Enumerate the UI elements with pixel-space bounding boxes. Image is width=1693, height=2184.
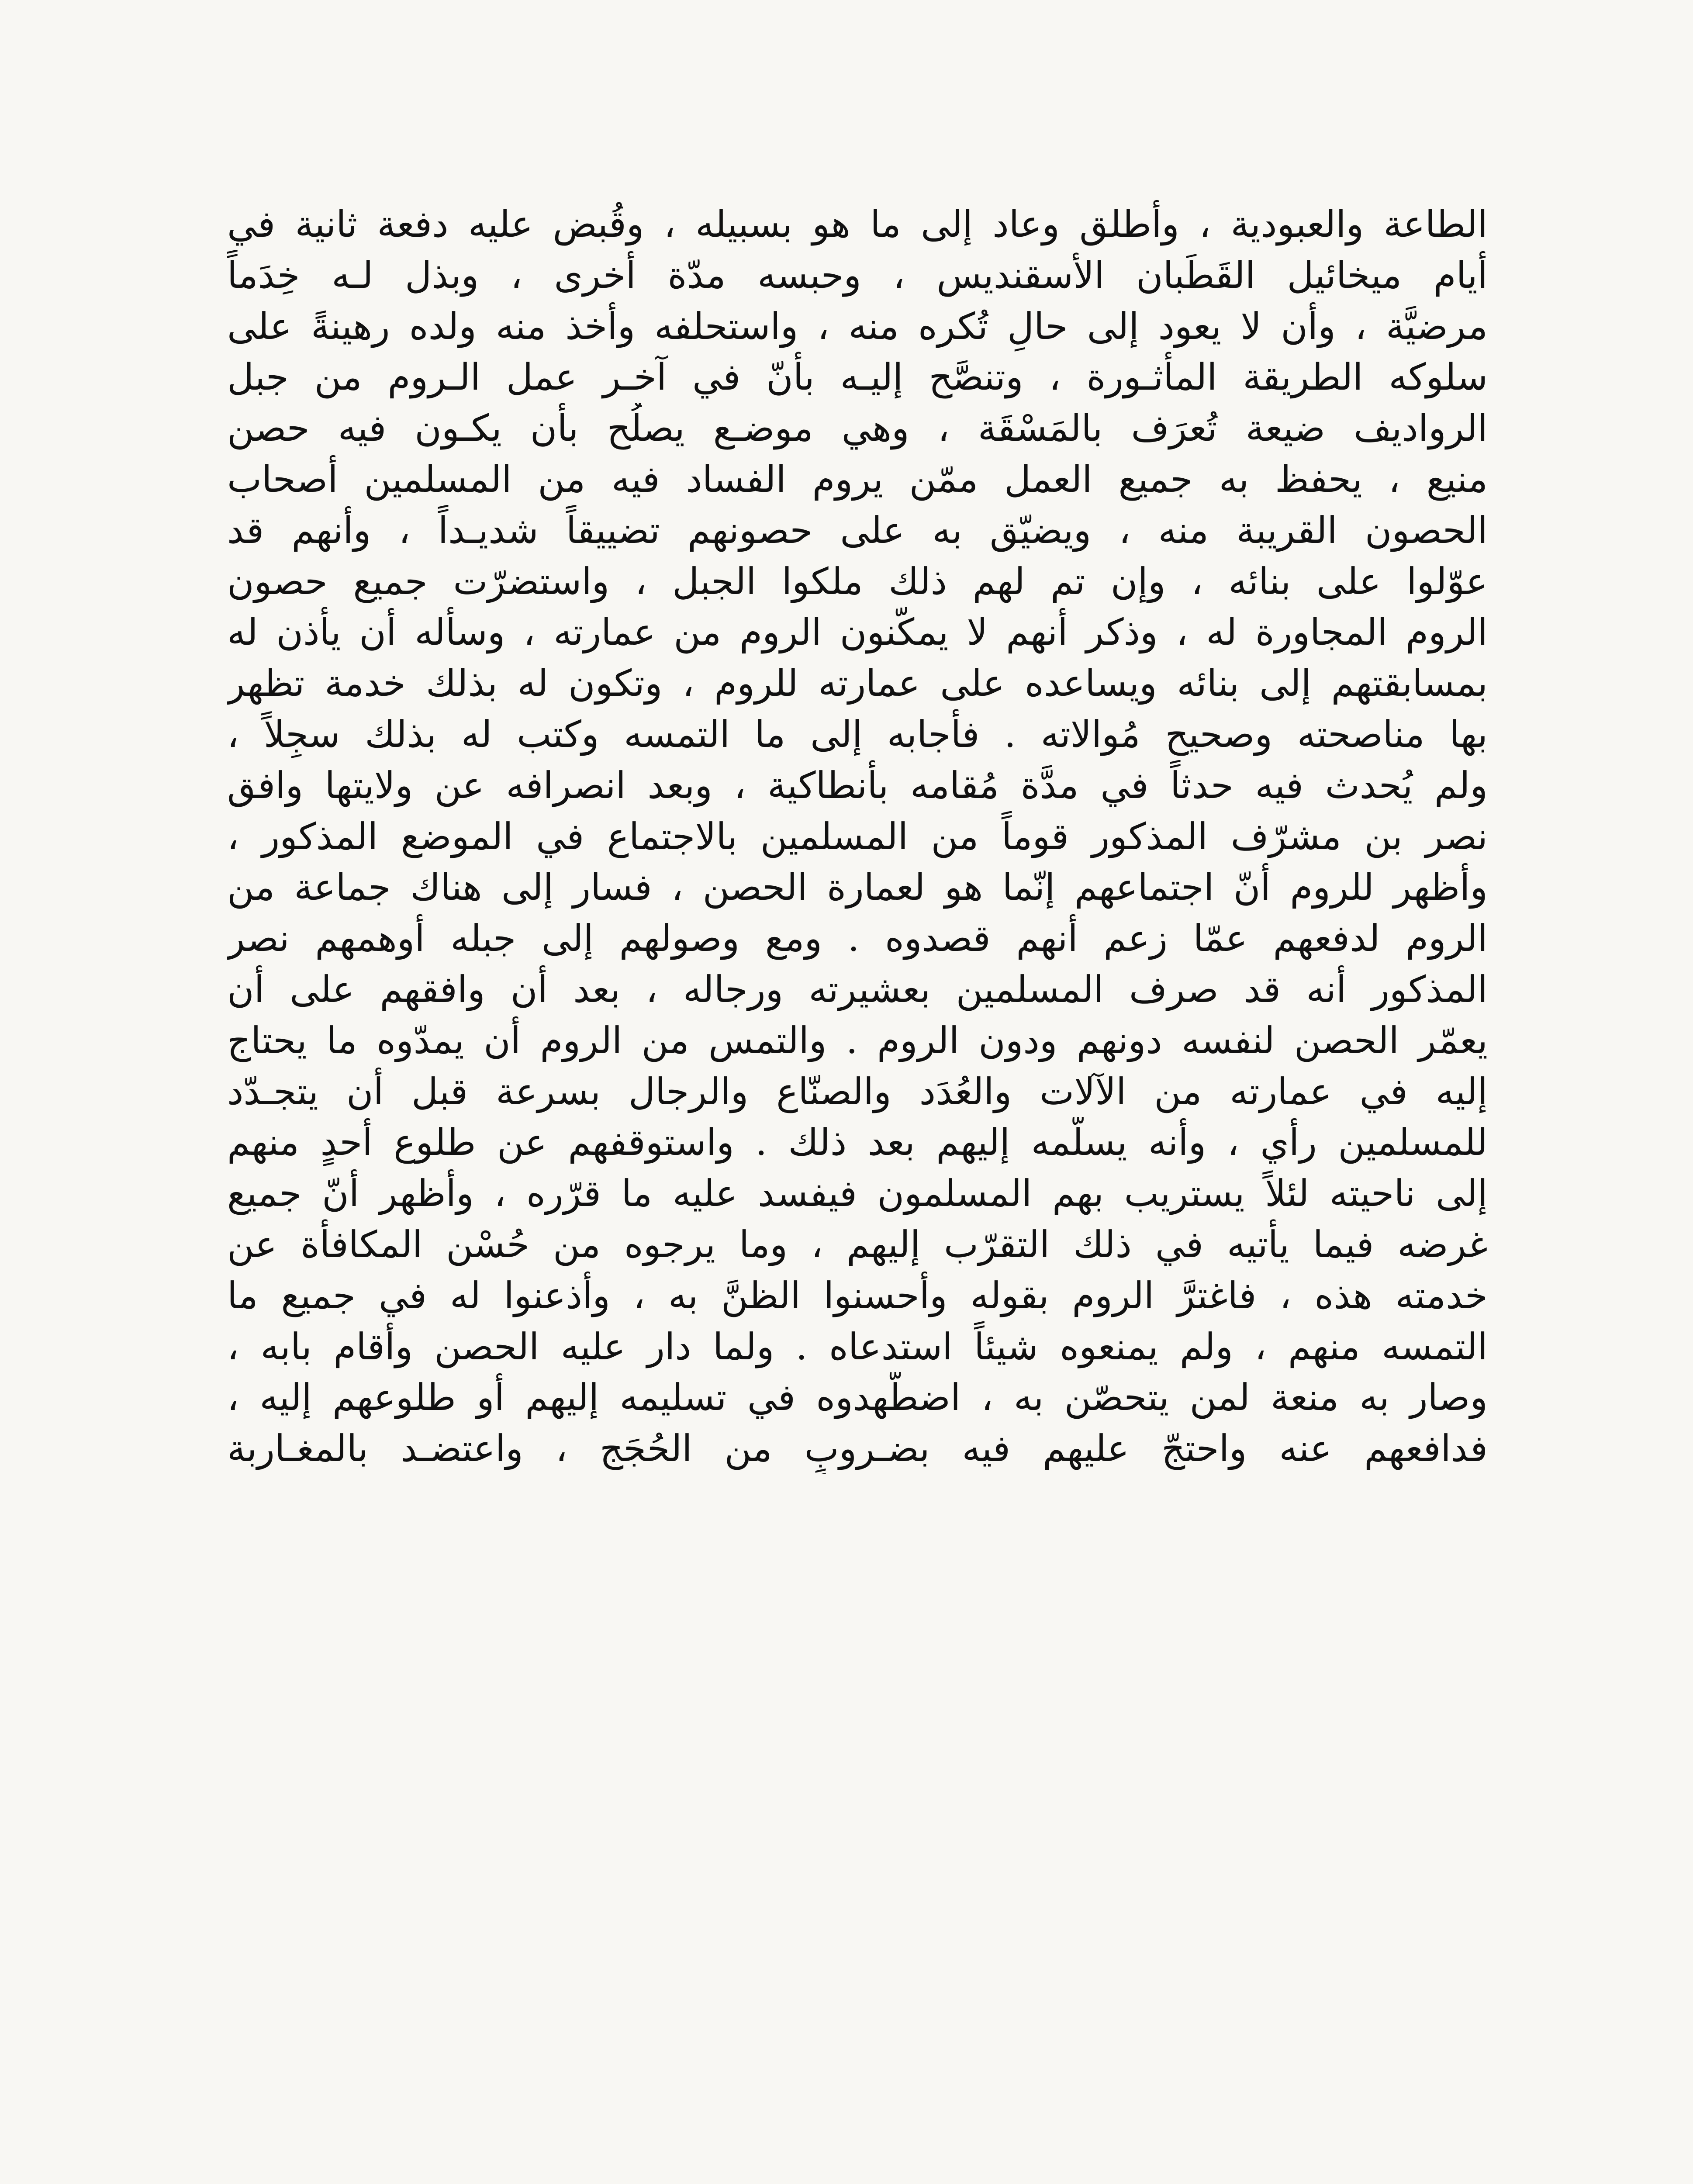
text-line: إليه في عمارته من الآلات والعُدَد والصنّاع والرجال بسرعة قبل أن يتجـدّد xyxy=(227,1070,1488,1113)
text-line: نصر بن مشرّف المذكور قوماً من المسلمين بالاجتماع في الموضع المذكور ، xyxy=(227,815,1488,858)
text-line: وصار به منعة لمن يتحصّن به ، اضطّهدوه في تسليمه إليهم أو طلوعهم إليه ، xyxy=(227,1376,1488,1419)
text-line: إلى ناحيته لئلاً يستريب بهم المسلمون فيفسد عليه ما قرّره ، وأظهر أنّ جميع xyxy=(227,1172,1488,1215)
text-line: بها مناصحته وصحيح مُوالاته . فأجابه إلى ما التمسه وكتب له بذلك سجِلاً ، xyxy=(227,712,1488,756)
text-line: فدافعهم عنه واحتجّ عليهم فيه بضـروبٍ من الحُجَج ، واعتضـد بالمغـاربة xyxy=(227,1427,1488,1470)
text-line: عوّلوا على بنائه ، وإن تم لهم ذلك ملكوا الجبل ، واستضرّت جميع حصون xyxy=(227,560,1488,603)
body-text xyxy=(227,199,1488,1474)
text-line: مرضيَّة ، وأن لا يعود إلى حالٍ تُكره منه ، واستحلفه وأخذ منه ولده رهينةً على xyxy=(227,304,1488,348)
text-line: بمسابقتهم إلى بنائه ويساعده على عمارته للروم ، وتكون له بذلك خدمة تظهر xyxy=(227,662,1488,705)
text-line: للمسلمين رأي ، وأنه يسلّمه إليهم بعد ذلك . واستوقفهم عن طلوع أحدٍ منهم xyxy=(227,1121,1488,1164)
text-line: يعمّر الحصن لنفسه دونهم ودون الروم . والتمس من الروم أن يمدّوه ما يحتاج xyxy=(227,1019,1488,1062)
text-line: أيام ميخائيل القَطَبان الأسقنديس ، وحبسه مدّة أخرى ، وبذل لـه خِدَماً xyxy=(227,253,1488,297)
text-line: الرواديف ضيعة تُعرَف بالمَسْقَة ، وهي موضـع يصلُح بأن يكـون فيه حصن xyxy=(227,407,1488,450)
text-line: الروم المجاورة له ، وذكر أنهم لا يمكّنون الروم من عمارته ، وسأله أن يأذن له xyxy=(227,611,1488,654)
text-line: وأظهر للروم أنّ اجتماعهم إنّما هو لعمارة الحصن ، فسار إلى هناك جماعة من xyxy=(227,866,1488,909)
text-line: منيع ، يحفظ به جميع العمل ممّن يروم الفساد فيه من المسلمين أصحاب xyxy=(227,457,1488,501)
text-line: سلوكه الطريقة المأثـورة ، وتنصَّح إليـه بأنّ في آخـر عمل الـروم من جبل xyxy=(227,356,1488,399)
text-line: الطاعة والعبودية ، وأُطلق وعاد إلى ما هو بسبيله ، وقُبض عليه دفعة ثانية في xyxy=(227,203,1488,245)
text-line: ولم يُحدث فيه حدثاً في مدَّة مُقامه بأنطاكية ، وبعد انصرافه عن ولايتها وافق xyxy=(227,764,1488,807)
text-line: غرضه فيما يأتيه في ذلك التقرّب إليهم ، وما يرجوه من حُسْن المكافأة عن xyxy=(227,1223,1488,1266)
text-line: المذكور أنه قد صرف المسلمين بعشيرته ورجاله ، بعد أن وافقهم على أن xyxy=(227,968,1488,1011)
text-line: خدمته هذه ، فاغترَّ الروم بقوله وأحسنوا الظنَّ به ، وأذعنوا له في جميع ما xyxy=(227,1274,1488,1317)
text-line: الروم لدفعهم عمّا زعم أنهم قصدوه . ومع وصولهم إلى جبله أوهمهم نصر xyxy=(227,917,1488,960)
text-line: الحصون القريبة منه ، ويضيّق به على حصونهم تضييقاً شديـداً ، وأنهم قد xyxy=(227,508,1488,552)
text-line: التمسه منهم ، ولم يمنعوه شيئاً استدعاه . ولما دار عليه الحصن وأقام بابه ، xyxy=(227,1325,1488,1368)
